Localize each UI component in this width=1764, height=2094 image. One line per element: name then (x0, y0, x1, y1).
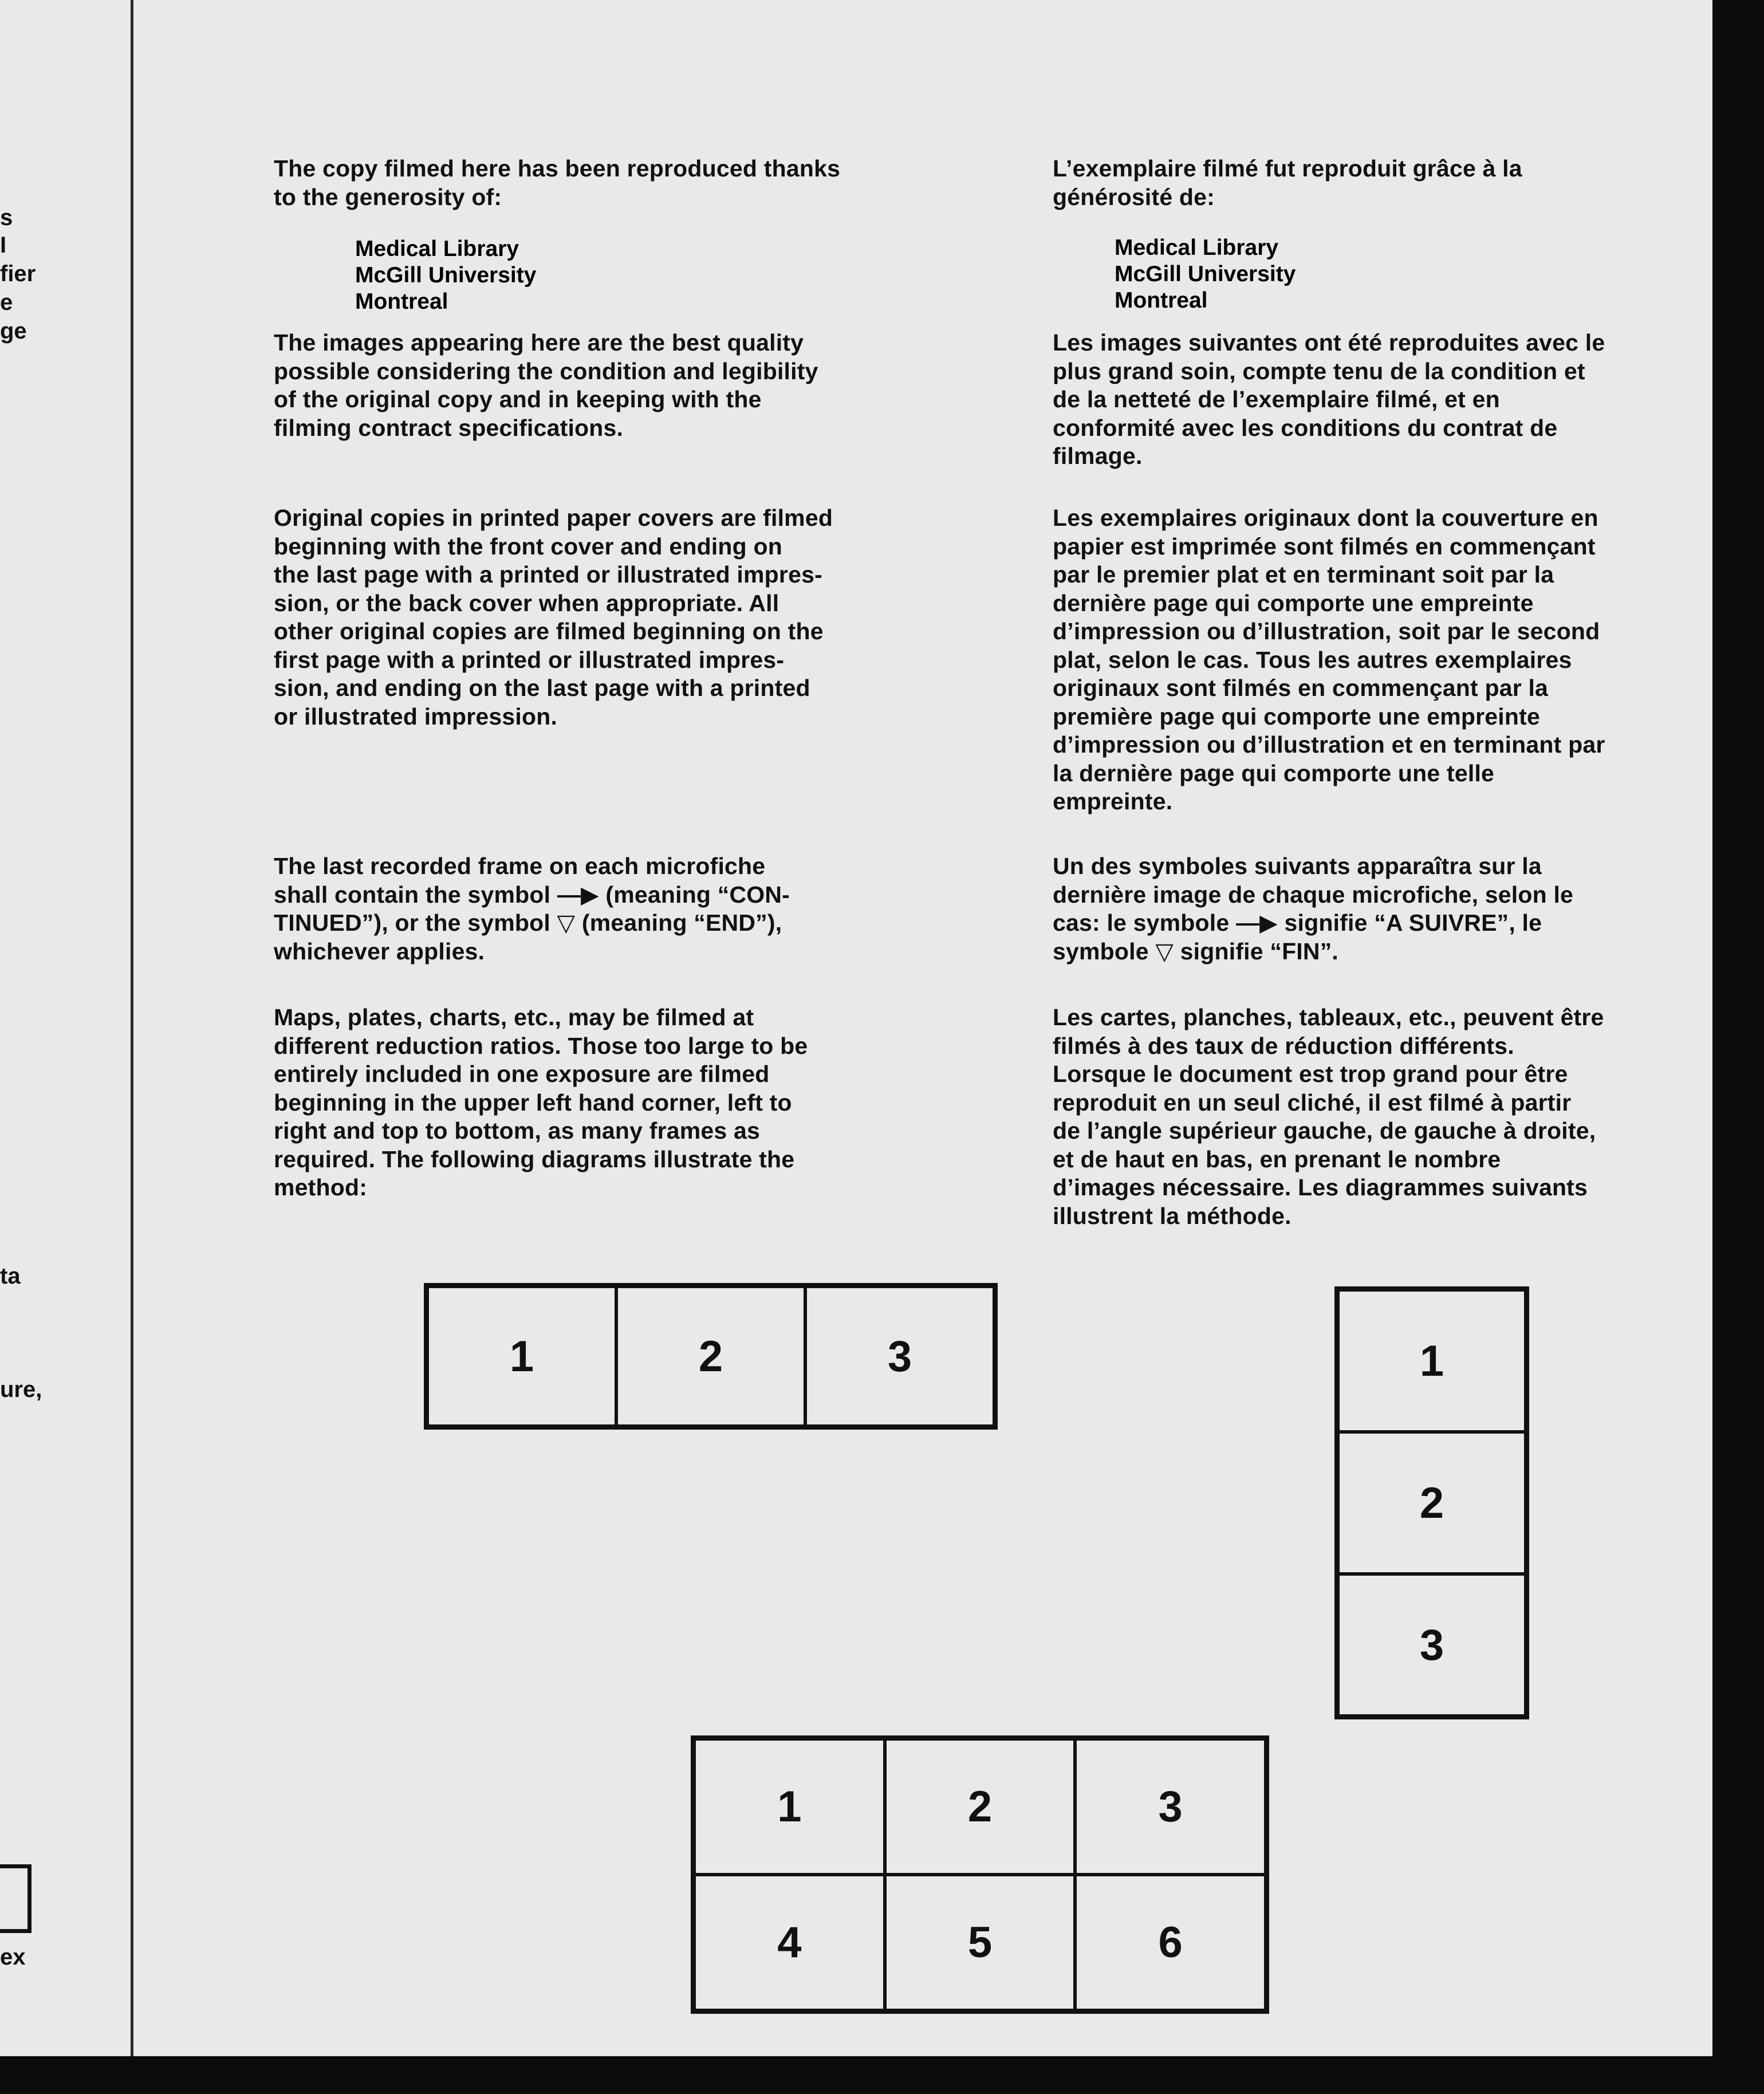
diagram-cell: 3 (1338, 1574, 1526, 1716)
english-column (274, 1003, 961, 1202)
french-intro: L’exemplaire filmé fut reproduit grâce à la générosité de: (1053, 155, 1522, 210)
margin-fragment: ex (0, 1945, 26, 1970)
diagram-cell: 3 (805, 1286, 994, 1426)
french-library: Medical Library McGill University Montreal (1115, 235, 1296, 313)
french-column (1053, 1003, 1706, 1230)
french-paragraph-1: Les images suivantes ont été reproduites avec le plus grand soin, compte tenu de la condition et de la netteté de l’exemplaire filmé, et en conformité avec les conditions du contrat de filmage. (1053, 329, 1605, 469)
french-paragraph-2: Les exemplaires originaux dont la couverture en papier est imprimée sont filmés en commençant par le premier plat et en terminant soit par la dernière page qui comporte une empreinte d’impression ou d’illustration, soit par le second plat, selon le cas. Tous les autres exemplaires originaux sont filmés en commençant par la première page qui comporte une empreinte d’impression ou d’illustration et en terminant par la dernière page qui comporte une telle empreinte. (1053, 505, 1605, 814)
french-column (1053, 852, 1706, 966)
french-column (1053, 329, 1706, 471)
diagram-cell: 1 (1338, 1290, 1526, 1432)
english-paragraph-4: Maps, plates, charts, etc., may be filmed at different reduction ratios. Those too large to be entirely included in one exposure are filmed beginning in the upper left hand corner, left to right and top to bottom, as many frames as required. The following diagrams illustrate the method: (274, 1004, 808, 1200)
diagram-cell: 2 (1338, 1432, 1526, 1574)
english-intro: The copy filmed here has been reproduced thanks to the generosity of: (274, 155, 841, 210)
diagram-cell: 2 (885, 1739, 1076, 1875)
diagram-grid (691, 1735, 1269, 2014)
french-paragraph-4: Les cartes, planches, tableaux, etc., peuvent être filmés à des taux de réduction différents. Lorsque le document est trop grand pour être reproduit en un seul cliché, il est filmé à partir de l’angle supérieur gauche, de gauche à droite, et de haut en bas, en prenant le nombre d’images nécessaire. Les diagrammes suivants illustrent la méthode. (1053, 1004, 1604, 1229)
diagram-cell: 4 (694, 1875, 885, 2010)
diagram-cell: 1 (427, 1286, 616, 1426)
diagram-cell: 2 (616, 1286, 805, 1426)
diagram-row (424, 1283, 998, 1430)
margin-fragment: ta (0, 1264, 21, 1289)
margin-fragment: ge (0, 318, 27, 344)
page-spine-line (131, 0, 133, 2056)
french-paragraph-3: Un des symboles suivants apparaîtra sur la dernière image de chaque microfiche, selon le cas: le symbole —▶ signifie “A SUIVRE”, le symbole ▽ signifie “FIN”. (1053, 853, 1574, 965)
scan-border-right (1712, 0, 1764, 2094)
margin-fragment: fier (0, 261, 36, 286)
margin-fragment: ure, (0, 1377, 42, 1402)
scan-border-bottom (0, 2056, 1764, 2094)
french-column (1053, 155, 1706, 211)
diagram-cell: 5 (885, 1875, 1076, 2010)
english-column (274, 155, 961, 211)
diagram-cell: 3 (1075, 1739, 1266, 1875)
french-column (1053, 504, 1706, 816)
margin-fragment: e (0, 290, 13, 315)
english-paragraph-1: The images appearing here are the best quality possible considering the condition and legibility of the original copy and in keeping with the filming contract specifications. (274, 329, 818, 441)
margin-fragment: s (0, 205, 13, 230)
diagram-column (1334, 1286, 1529, 1719)
diagram-cell: 6 (1075, 1875, 1266, 2010)
margin-fragment-box (0, 1864, 32, 1933)
english-column (274, 504, 961, 731)
margin-fragment: I (0, 233, 7, 258)
english-column (274, 329, 961, 442)
english-library: Medical Library McGill University Montreal (355, 237, 537, 314)
diagram-cell: 1 (694, 1739, 885, 1875)
english-column (274, 852, 961, 966)
english-paragraph-3: The last recorded frame on each microfiche shall contain the symbol —▶ (meaning “CON- TINUED”), or the symbol ▽ (meaning “END”), whichever applies. (274, 853, 790, 965)
english-paragraph-2: Original copies in printed paper covers are filmed beginning with the front cover and ending on the last page with a printed or illustrated impres- sion, or the back cover when appropriate. All other original copies are filmed beginning on the first page with a printed or illustrated impres- sion, and ending on the last page with a printed or illustrated impression. (274, 505, 833, 730)
